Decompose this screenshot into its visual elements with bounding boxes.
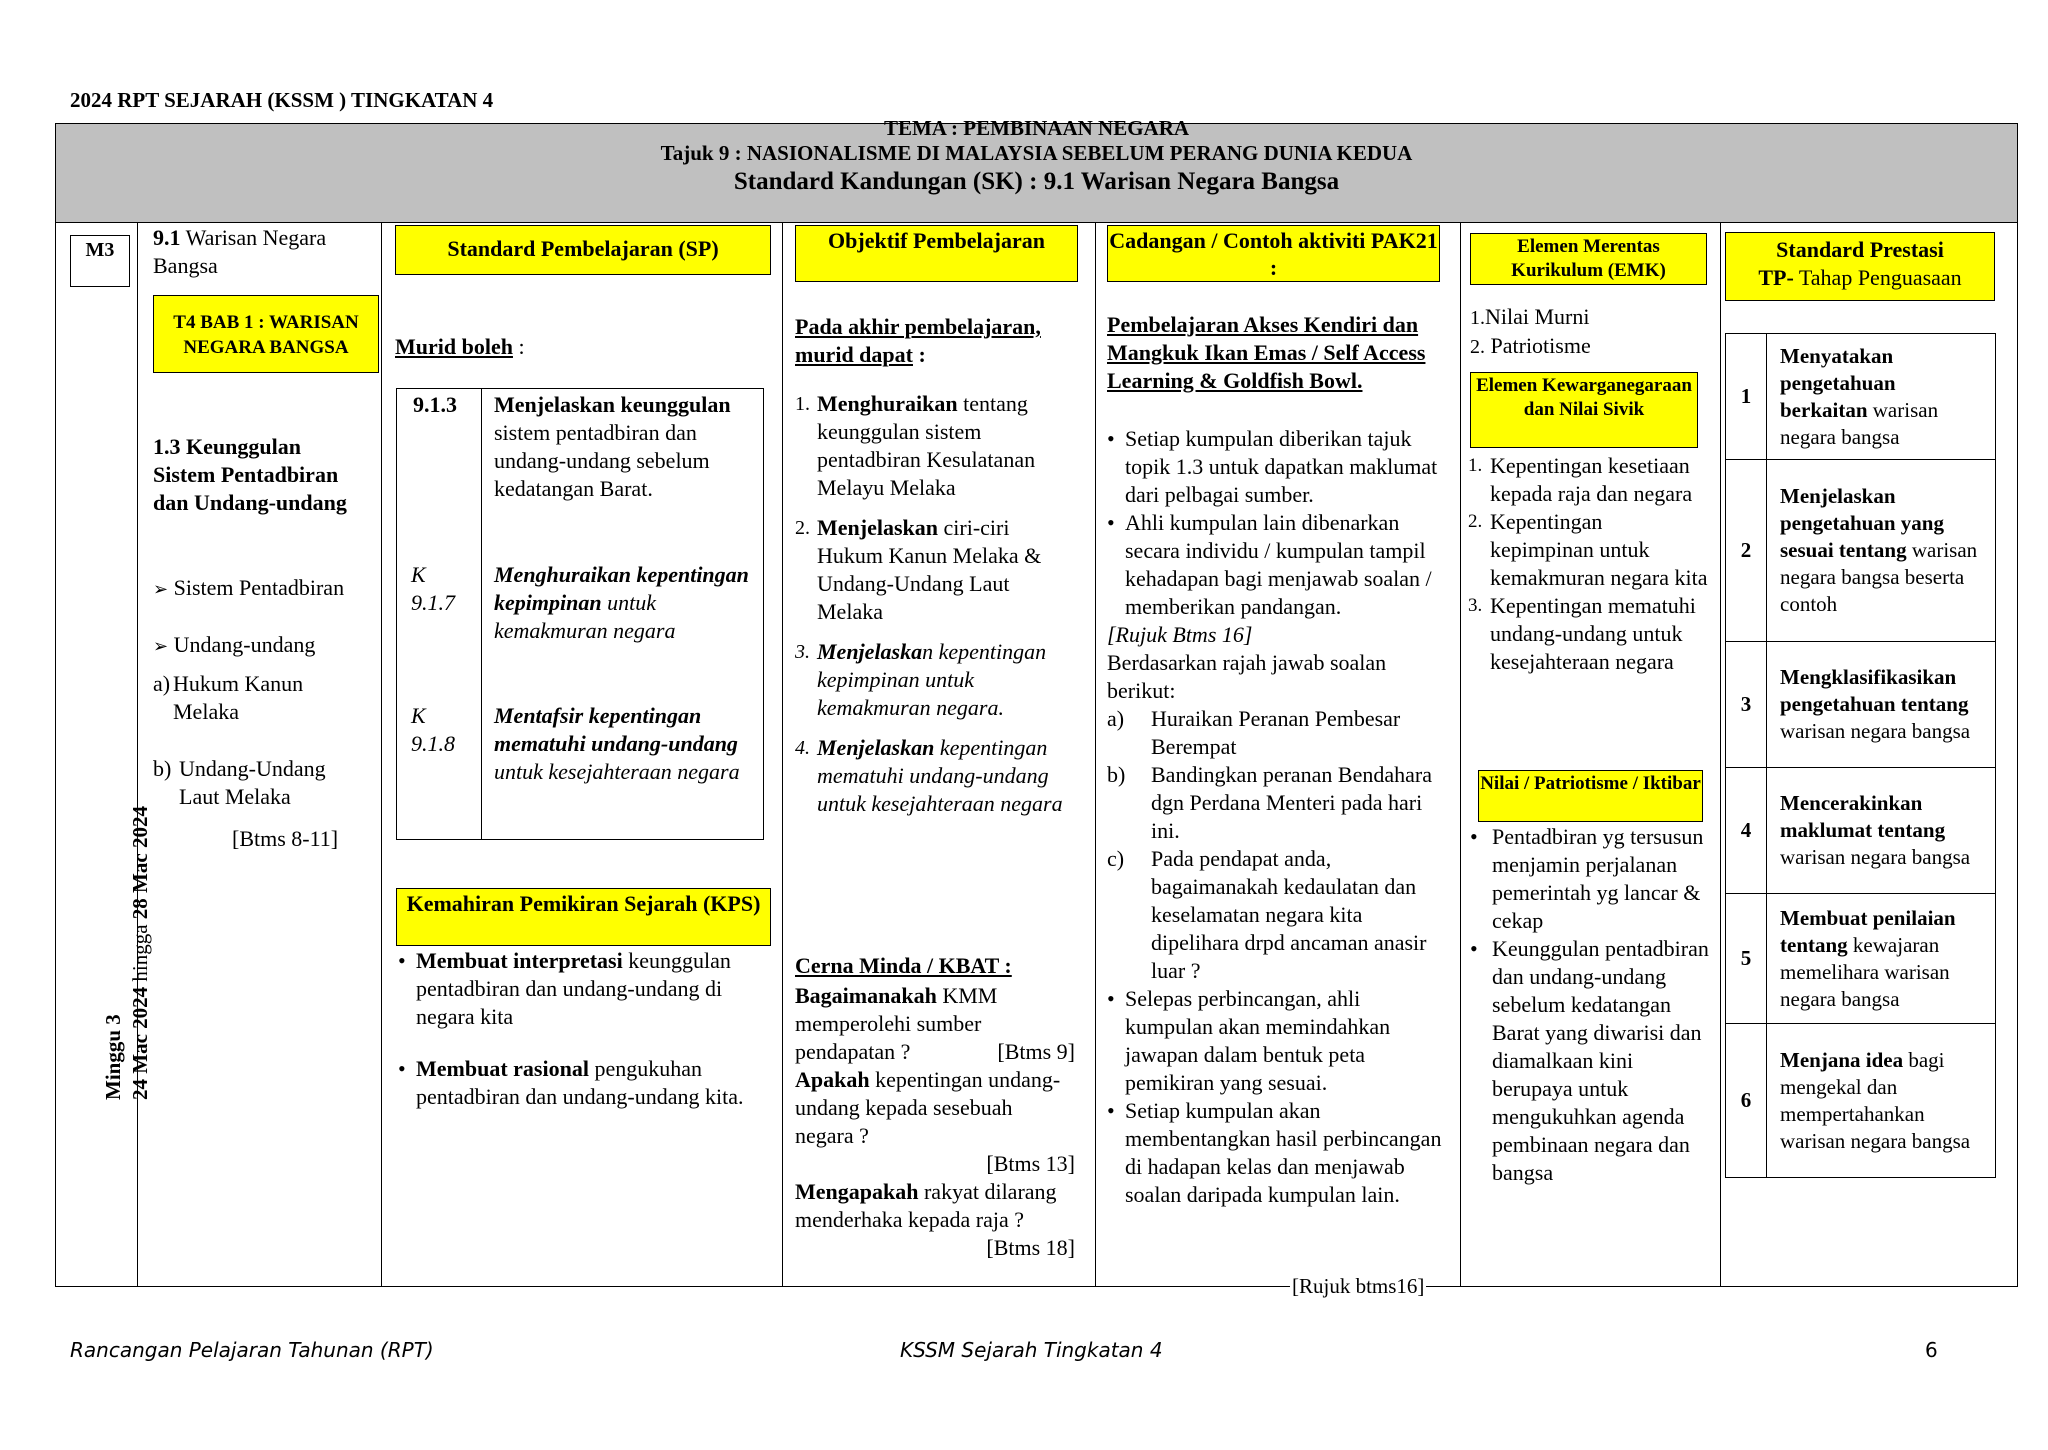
kps-item-bold: Membuat rasional xyxy=(416,1056,589,1081)
objective-number: 2. xyxy=(795,517,810,539)
theme-title: TEMA : PEMBINAAN NEGARA xyxy=(883,116,1190,140)
activity-title: Pembelajaran Akses Kendiri dan Mangkuk Ikan Emas / Self Access Learning & Goldfish Bowl. xyxy=(1107,312,1426,393)
sp-item xyxy=(494,561,759,645)
objective-item xyxy=(795,390,1085,502)
performance-level-row xyxy=(1726,894,1996,1024)
sp-table-divider xyxy=(481,389,482,839)
week-code-box: M3 xyxy=(70,235,130,287)
performance-level-number: 2 xyxy=(1726,460,1767,642)
performance-level-number: 5 xyxy=(1726,894,1767,1024)
performance-level-number: 6 xyxy=(1726,1024,1767,1178)
kbat-question xyxy=(795,1178,1075,1260)
kbat-question-text: rakyat dilarang menderhaka kepada raja ? xyxy=(795,1179,1057,1232)
kbat-questions xyxy=(795,982,1075,1262)
activity-prompt: Berdasarkan rajah jawab soalan berikut: xyxy=(1107,650,1387,703)
week-date-hingga: hingga xyxy=(128,924,152,982)
civic-item xyxy=(1468,592,1713,676)
kbat-question-text: KMM memperolehi sumber pendapatan ? xyxy=(795,983,998,1064)
activity-reference: [Rujuk Btms 16] xyxy=(1107,622,1253,647)
objectives-intro-text: Pada akhir pembelajaran, murid dapat xyxy=(795,314,1041,367)
sp-code: K 9.1.8 xyxy=(411,703,455,756)
column-divider xyxy=(1720,222,1721,1287)
activity-bullet: • Setiap kumpulan diberikan tajuk topik 1.3 untuk dapatkan maklumat dari pelbagai sumber. xyxy=(1107,425,1452,509)
activity-body xyxy=(1107,425,1452,1209)
performance-level-row xyxy=(1726,642,1996,768)
kps-list xyxy=(398,947,770,1111)
kbat-title: Cerna Minda / KBAT : xyxy=(795,953,1012,978)
performance-level-bold: Membuat penilaian tentang xyxy=(1780,905,1956,957)
emk-item-number: 1. xyxy=(1470,307,1485,329)
values-header: Nilai / Patriotisme / Iktibar xyxy=(1478,770,1703,822)
objectives-list xyxy=(795,390,1085,818)
performance-level-desc xyxy=(1767,768,1996,894)
performance-level-rest: bagi mengekal dan mempertahankan warisan negara bangsa xyxy=(1780,1047,1971,1153)
topic-sub-text: Hukum Kanun Melaka xyxy=(173,671,304,724)
performance-level-desc xyxy=(1767,334,1996,460)
column-divider xyxy=(1095,222,1096,1287)
performance-level-desc xyxy=(1767,894,1996,1024)
objectives-intro xyxy=(795,313,1085,369)
performance-level-row xyxy=(1726,334,1996,460)
emk-item-number: 2. xyxy=(1470,336,1485,358)
civic-item-number: 1. xyxy=(1468,455,1483,476)
sp-table xyxy=(396,388,764,840)
objective-text: kepentingan mematuhi undang-undang untuk kesejahteraan negara xyxy=(817,735,1063,816)
performance-level-rest: kewajaran memelihara warisan negara bangsa xyxy=(1780,932,1950,1011)
performance-header-subtitle: Tahap Penguasaan xyxy=(1793,265,1962,290)
activity-reference-2: [Rujuk btms16] xyxy=(1292,1274,1425,1298)
performance-level-number: 4 xyxy=(1726,768,1767,894)
objective-verb: Menjelaskan xyxy=(817,515,938,540)
topic-heading-number: 9.1 xyxy=(153,225,181,250)
activity-question-text: Pada pendapat anda, bagaimanakah kedaulatan dan keselamatan negara kita dipelihara drpd ancaman anasir luar ? xyxy=(1151,846,1427,983)
emk-list xyxy=(1470,303,1710,361)
performance-level-rest: warisan negara bangsa xyxy=(1780,397,1939,449)
topic-sub-item xyxy=(153,755,373,811)
kbat-question xyxy=(795,982,1075,1066)
activity-bullets xyxy=(1107,985,1452,1209)
footer-left: Rancangan Pelajaran Tahunan (RPT) xyxy=(70,1338,434,1362)
column-divider xyxy=(782,222,783,1287)
activity-question-text: Bandingkan peranan Bendahara dgn Perdana Menteri pada hari ini. xyxy=(1151,762,1432,843)
objectives-header: Objektif Pembelajaran xyxy=(795,225,1078,282)
murid-boleh-colon: : xyxy=(512,334,525,359)
sp-code: 9.1.3 xyxy=(413,392,457,417)
activity-question-label: c) xyxy=(1107,846,1125,871)
objective-item xyxy=(795,734,1085,818)
performance-level-number: 3 xyxy=(1726,642,1767,768)
performance-header-title: Standard Prestasi xyxy=(1776,237,1944,262)
sp-item-rest: untuk kesejahteraan negara xyxy=(494,759,740,784)
page-number: 6 xyxy=(1925,1338,1938,1362)
objective-text: ciri-ciri Hukum Kanun Melaka & Undang-Undang Laut Melaka xyxy=(817,515,1042,624)
emk-item-text: Nilai Murni xyxy=(1485,304,1590,329)
performance-level-bold: Mengklasifikasikan pengetahuan tentang xyxy=(1780,665,1969,716)
theme-header xyxy=(55,116,2018,223)
murid-boleh xyxy=(395,333,525,361)
civic-item-text: Kepentingan kesetiaan kepada raja dan negara xyxy=(1490,453,1693,506)
topic-sub-text: Undang-Undang Laut Melaka xyxy=(179,756,326,809)
kbat-question-ref: [Btms 13] xyxy=(986,1151,1075,1176)
arrow-bullet-icon: ➢ xyxy=(153,579,169,599)
activity-question-label: a) xyxy=(1107,706,1125,731)
topic-item-label: Sistem Pentadbiran xyxy=(173,575,345,600)
chapter-box: T4 BAB 1 : WARISAN NEGARA BANGSA xyxy=(153,295,379,373)
emk-item xyxy=(1470,303,1710,332)
content-standard-title: Standard Kandungan (SK) : 9.1 Warisan Negara Bangsa xyxy=(733,168,1340,195)
activity-question-label: b) xyxy=(1107,762,1126,787)
performance-level-desc xyxy=(1767,1024,1996,1178)
performance-level-bold: Menyatakan pengetahuan berkaitan xyxy=(1780,343,1896,422)
kbat-question-text: kepentingan undang- undang kepada sesebuah negara ? xyxy=(795,1067,1061,1148)
civic-item-number: 3. xyxy=(1468,595,1483,616)
kbat-question-ref: [Btms 9] xyxy=(997,1039,1075,1064)
kps-item-bold: Membuat interpretasi xyxy=(416,948,623,973)
activity-bullet: • Setiap kumpulan akan membentangkan hasil perbincangan di hadapan kelas dan menjawab soalan daripada kumpulan lain. xyxy=(1107,1097,1452,1209)
murid-boleh-label: Murid boleh xyxy=(395,334,513,359)
sp-code: K 9.1.7 xyxy=(411,562,455,615)
performance-level-row xyxy=(1726,1024,1996,1178)
performance-header xyxy=(1725,232,1995,301)
performance-level-number: 1 xyxy=(1726,334,1767,460)
topic-item-list xyxy=(153,574,378,660)
objective-verb: Menjelaskan xyxy=(817,735,935,760)
kps-header: Kemahiran Pemikiran Sejarah (KPS) xyxy=(396,888,771,946)
topic-sub-item xyxy=(153,670,373,726)
kps-item-rest: pengukuhan pentadbiran dan undang-undang kita. xyxy=(416,1056,744,1109)
performance-levels-table xyxy=(1725,333,1996,1178)
arrow-bullet-icon: ➢ xyxy=(153,636,169,656)
kbat-question-verb: Mengapakah xyxy=(795,1179,919,1204)
objective-verb: Menjelaska xyxy=(817,639,923,664)
activity-question xyxy=(1107,705,1452,761)
performance-level-bold: Menjelaskan pengetahuan yang sesuai tentang xyxy=(1780,484,1944,562)
sp-item-bold: Menghuraikan kepentingan kepimpinan xyxy=(494,562,749,615)
column-divider xyxy=(1460,222,1461,1287)
sp-item-bold: Menjelaskan keunggulan xyxy=(494,392,731,417)
column-divider xyxy=(381,222,382,1287)
topic-heading xyxy=(153,224,373,280)
civic-item xyxy=(1468,508,1713,592)
sp-item-rest: untuk kemakmuran negara xyxy=(494,590,676,643)
sp-header: Standard Pembelajaran (SP) xyxy=(395,225,771,275)
topic-item-label: Undang-undang xyxy=(173,632,316,657)
civic-item xyxy=(1468,452,1713,508)
sp-item-bold: Mentafsir kepentingan mematuhi undang-undang xyxy=(494,703,738,756)
objectives-intro-colon: : xyxy=(912,342,926,367)
civic-header: Elemen Kewarganegaraan dan Nilai Sivik xyxy=(1470,372,1698,448)
civic-item-number: 2. xyxy=(1468,511,1483,532)
kbat-question-verb: Bagaimanakah xyxy=(795,983,937,1008)
topic-sub-label: b) xyxy=(153,756,172,781)
objective-number: 4. xyxy=(795,737,810,759)
topic-title: Tajuk 9 : NASIONALISME DI MALAYSIA SEBELUM PERANG DUNIA KEDUA xyxy=(660,141,1413,165)
emk-item xyxy=(1470,332,1710,361)
emk-item-text: Patriotisme xyxy=(1490,333,1591,358)
values-list xyxy=(1470,823,1710,1187)
emk-header: Elemen Merentas Kurikulum (EMK) xyxy=(1470,233,1707,285)
kps-item xyxy=(398,1055,770,1111)
sp-item xyxy=(494,702,759,786)
week-date-range xyxy=(100,680,154,1100)
activity-bullets xyxy=(1107,425,1452,621)
kbat-question xyxy=(795,1066,1075,1178)
topic-item xyxy=(153,574,378,603)
document-title: 2024 RPT SEJARAH (KSSM ) TINGKATAN 4 xyxy=(70,88,494,112)
performance-level-rest: warisan negara bangsa xyxy=(1780,845,1971,869)
footer-center: KSSM Sejarah Tingkatan 4 xyxy=(900,1338,1163,1362)
performance-level-desc xyxy=(1767,460,1996,642)
activity-header: Cadangan / Contoh aktiviti PAK21 : xyxy=(1107,225,1440,282)
values-item: • Keunggulan pentadbiran dan undang-undang sebelum kedatangan Barat yang diwarisi dan diamalkaan kini berupaya untuk mengukuhkan agenda pembinaan negara dan bangsa xyxy=(1470,935,1710,1187)
week-label: Minggu 3 xyxy=(101,1014,125,1100)
objective-number: 1. xyxy=(795,393,810,415)
performance-level-desc xyxy=(1767,642,1996,768)
objective-verb: Menghuraikan xyxy=(817,391,958,416)
performance-level-rest: warisan negara bangsa beserta contoh xyxy=(1780,538,1978,616)
activity-question-text: Huraikan Peranan Pembesar Berempat xyxy=(1151,706,1401,759)
activity-question xyxy=(1107,761,1452,845)
week-start-date: 24 Mac 2024 xyxy=(128,986,152,1100)
topic-item xyxy=(153,631,378,660)
objective-text: n kepentingan kepimpinan untuk kemakmuran negara. xyxy=(817,639,1047,720)
week-end-date: 28 Mac 2024 xyxy=(128,806,152,920)
kbat-question-ref: [Btms 18] xyxy=(986,1235,1075,1260)
objective-item xyxy=(795,638,1085,722)
values-item: • Pentadbiran yg tersusun menjamin perjalanan pemerintah yg lancar & cekap xyxy=(1470,823,1710,935)
performance-level-row xyxy=(1726,768,1996,894)
activity-bullet: • Selepas perbincangan, ahli kumpulan akan memindahkan jawapan dalam bentuk peta pemikiran yang sesuai. xyxy=(1107,985,1452,1097)
performance-level-rest: warisan negara bangsa xyxy=(1780,719,1971,743)
sp-item xyxy=(494,391,759,503)
objective-item xyxy=(795,514,1085,626)
activity-bullet: • Ahli kumpulan lain dibenarkan secara individu / kumpulan tampil kehadapan bagi menjawab soalan / memberikan pandangan. xyxy=(1107,509,1452,621)
kps-item-rest: keunggulan pentadbiran dan undang-undang di negara kita xyxy=(416,948,731,1029)
civic-list xyxy=(1468,452,1713,676)
performance-level-row xyxy=(1726,460,1996,642)
kps-item xyxy=(398,947,770,1031)
objective-number: 3. xyxy=(795,641,810,663)
textbook-ref: [Btms 8-11] xyxy=(232,826,339,851)
activity-question xyxy=(1107,845,1452,985)
performance-level-bold: Mencerakinkan maklumat tentang xyxy=(1780,791,1946,842)
topic-sub-label: a) xyxy=(153,671,171,696)
performance-level-bold: Menjana idea xyxy=(1780,1047,1904,1072)
civic-item-text: Kepentingan kepimpinan untuk kemakmuran negara kita xyxy=(1490,509,1708,590)
kbat-question-verb: Apakah xyxy=(795,1067,870,1092)
performance-header-tp: TP- xyxy=(1758,265,1794,290)
sp-item-rest: sistem pentadbiran dan undang-undang sebelum kedatangan Barat. xyxy=(494,420,710,501)
subtopic-heading: 1.3 Keunggulan Sistem Pentadbiran dan Undang-undang xyxy=(153,434,347,515)
civic-item-text: Kepentingan mematuhi undang-undang untuk kesejahteraan negara xyxy=(1490,593,1696,674)
topic-heading-text: Warisan Negara Bangsa xyxy=(153,225,327,278)
objective-text: tentang keunggulan sistem pentadbiran Kesulatanan Melayu Melaka xyxy=(817,391,1036,500)
